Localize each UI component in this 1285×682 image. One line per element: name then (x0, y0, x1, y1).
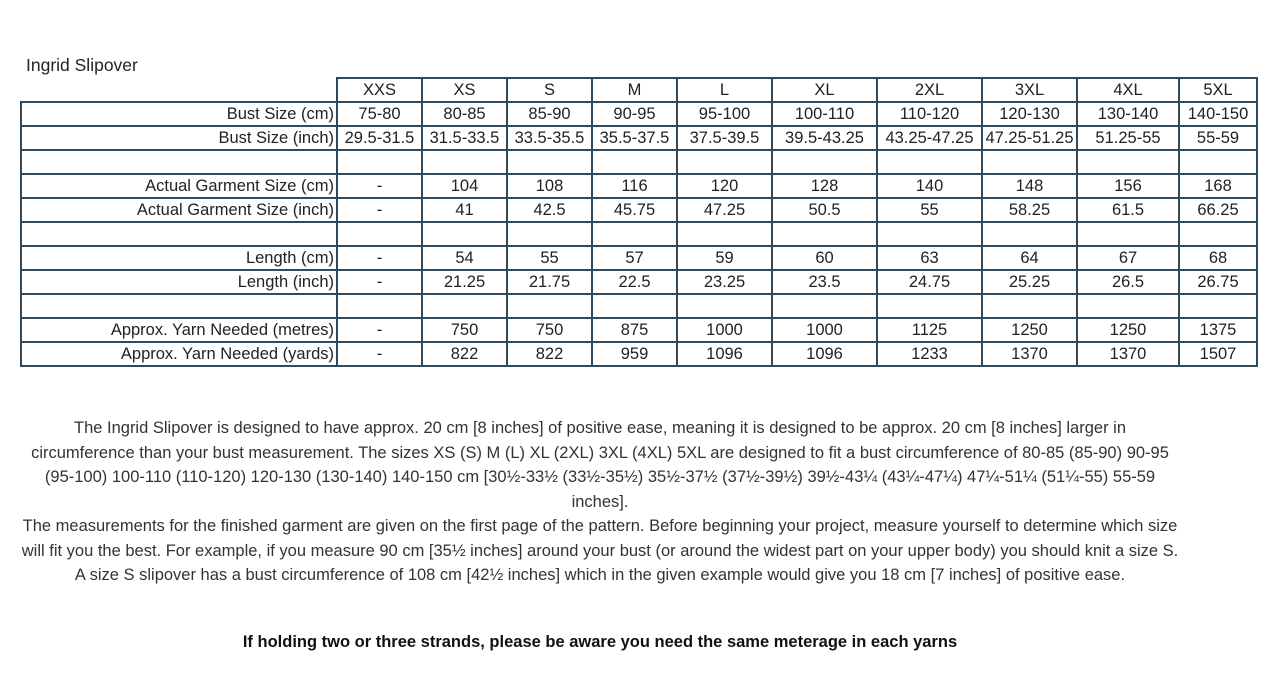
table-cell (592, 222, 677, 246)
table-row (21, 294, 1257, 318)
table-cell: 63 (877, 246, 982, 270)
table-cell: 750 (507, 318, 592, 342)
table-cell: 45.75 (592, 198, 677, 222)
page-title: Ingrid Slipover (26, 55, 138, 75)
ease-paragraph: The Ingrid Slipover is designed to have approx. 20 cm [8 inches] of positive ease, meaning it is designed to be approx. 20 cm [8 inches] larger in circumference than your bust measurement. The sizes XS (S) M (L) XL (2XL) 3XL (4XL) 5XL are designed to fit a bust circumference of 80-85 (85-90) 90-95 (95-100) 100-110 (110-120) 120-130 (130-140) 140-150 cm [30½-33½ (33½-35½) 35½-37½ (37½-39½) 39½-43¼ (43¼-47¼) 47¼-51¼ (51¼-55) 55-59 inches]. (31, 419, 1169, 511)
table-row (21, 246, 1257, 270)
table-cell (982, 150, 1077, 174)
table-cell: 54 (422, 246, 507, 270)
table-cell: 51.25-55 (1077, 126, 1179, 150)
table-cell: 1375 (1179, 318, 1257, 342)
table-cell (422, 150, 507, 174)
table-cell: 35.5-37.5 (592, 126, 677, 150)
size-header-cell: XS (422, 78, 507, 102)
table-cell: 37.5-39.5 (677, 126, 772, 150)
table-cell: 1000 (677, 318, 772, 342)
row-label: Approx. Yarn Needed (yards) (21, 342, 337, 366)
size-header-row (21, 78, 1257, 102)
table-row (21, 174, 1257, 198)
table-cell (677, 294, 772, 318)
size-header-cell: S (507, 78, 592, 102)
table-cell (592, 150, 677, 174)
table-row (21, 102, 1257, 126)
table-cell: 168 (1179, 174, 1257, 198)
table-cell: 120-130 (982, 102, 1077, 126)
table-cell: 75-80 (337, 102, 422, 126)
table-cell (1179, 222, 1257, 246)
row-label: Length (inch) (21, 270, 337, 294)
table-row (21, 150, 1257, 174)
table-cell: 100-110 (772, 102, 877, 126)
table-cell: 57 (592, 246, 677, 270)
table-row (21, 126, 1257, 150)
table-cell: 148 (982, 174, 1077, 198)
size-header-cell: XL (772, 78, 877, 102)
table-row (21, 342, 1257, 366)
table-cell: 43.25-47.25 (877, 126, 982, 150)
table-cell: 33.5-35.5 (507, 126, 592, 150)
size-header-cell: L (677, 78, 772, 102)
table-cell: 25.25 (982, 270, 1077, 294)
table-cell (677, 222, 772, 246)
table-cell: 1096 (772, 342, 877, 366)
table-row (21, 270, 1257, 294)
table-cell: 47.25 (677, 198, 772, 222)
table-cell: 31.5-33.5 (422, 126, 507, 150)
table-cell: 68 (1179, 246, 1257, 270)
table-cell: 1250 (1077, 318, 1179, 342)
table-cell (877, 150, 982, 174)
table-cell (507, 150, 592, 174)
table-cell: 156 (1077, 174, 1179, 198)
table-cell: 108 (507, 174, 592, 198)
table-cell: 822 (422, 342, 507, 366)
size-header-cell: 4XL (1077, 78, 1179, 102)
row-label: Bust Size (cm) (21, 102, 337, 126)
table-cell (422, 294, 507, 318)
table-row (21, 198, 1257, 222)
table-cell: 1250 (982, 318, 1077, 342)
size-header-cell: M (592, 78, 677, 102)
row-label: Bust Size (inch) (21, 126, 337, 150)
table-cell: 22.5 (592, 270, 677, 294)
row-label (21, 150, 337, 174)
row-label: Actual Garment Size (inch) (21, 198, 337, 222)
table-cell: 959 (592, 342, 677, 366)
row-label: Approx. Yarn Needed (metres) (21, 318, 337, 342)
table-cell (507, 294, 592, 318)
table-row (21, 222, 1257, 246)
table-cell: 116 (592, 174, 677, 198)
row-label (21, 294, 337, 318)
table-cell (337, 222, 422, 246)
table-cell: 1125 (877, 318, 982, 342)
table-cell: 120 (677, 174, 772, 198)
table-cell: 875 (592, 318, 677, 342)
table-cell (877, 294, 982, 318)
table-cell (1077, 150, 1179, 174)
table-cell: 1096 (677, 342, 772, 366)
measurement-paragraph: The measurements for the finished garment are given on the first page of the pattern. Before beginning your project, measure yourself to determine which size will fit you the best. For example, if you measure 90 cm [35½ inches] around your bust (or around the widest part on your upper body) you should knit a size S. A size S slipover has a bust circumference of 108 cm [42½ inches] which in the given example would give you 18 cm [7 inches] of positive ease. (21, 517, 1179, 584)
table-cell: 1507 (1179, 342, 1257, 366)
size-header-cell: 5XL (1179, 78, 1257, 102)
table-cell: 104 (422, 174, 507, 198)
table-cell (772, 294, 877, 318)
table-cell: 26.5 (1077, 270, 1179, 294)
table-cell: 59 (677, 246, 772, 270)
table-cell: - (337, 342, 422, 366)
table-cell: 1000 (772, 318, 877, 342)
table-cell (1179, 150, 1257, 174)
row-label: Length (cm) (21, 246, 337, 270)
table-cell: 110-120 (877, 102, 982, 126)
table-cell: 42.5 (507, 198, 592, 222)
table-cell (772, 222, 877, 246)
yarn-warning: If holding two or three strands, please be aware you need the same meterage in each yarns (242, 633, 958, 651)
table-cell: 60 (772, 246, 877, 270)
table-cell: 26.75 (1179, 270, 1257, 294)
table-row (21, 318, 1257, 342)
table-cell: 90-95 (592, 102, 677, 126)
table-cell: 140-150 (1179, 102, 1257, 126)
table-cell: 1370 (1077, 342, 1179, 366)
size-header-cell: 3XL (982, 78, 1077, 102)
table-cell: 66.25 (1179, 198, 1257, 222)
table-cell (337, 294, 422, 318)
header-blank-cell (21, 78, 337, 102)
table-cell: 140 (877, 174, 982, 198)
table-cell (1077, 222, 1179, 246)
table-cell (1077, 294, 1179, 318)
table-cell: 50.5 (772, 198, 877, 222)
table-cell (982, 222, 1077, 246)
table-cell: - (337, 318, 422, 342)
size-header-cell: 2XL (877, 78, 982, 102)
table-cell (677, 150, 772, 174)
table-cell: 95-100 (677, 102, 772, 126)
table-cell: 23.25 (677, 270, 772, 294)
table-cell: 61.5 (1077, 198, 1179, 222)
table-cell (422, 222, 507, 246)
table-cell (507, 222, 592, 246)
table-cell: - (337, 246, 422, 270)
table-cell (982, 294, 1077, 318)
table-cell: 64 (982, 246, 1077, 270)
table-cell: 822 (507, 342, 592, 366)
table-cell: 58.25 (982, 198, 1077, 222)
table-cell: - (337, 270, 422, 294)
table-cell: 21.25 (422, 270, 507, 294)
row-label (21, 222, 337, 246)
table-cell: 67 (1077, 246, 1179, 270)
size-notes (20, 416, 1180, 588)
table-cell (772, 150, 877, 174)
table-cell: - (337, 174, 422, 198)
table-cell: 55 (877, 198, 982, 222)
table-cell: 85-90 (507, 102, 592, 126)
table-cell: 128 (772, 174, 877, 198)
table-cell: 80-85 (422, 102, 507, 126)
table-cell: 29.5-31.5 (337, 126, 422, 150)
table-cell: 47.25-51.25 (982, 126, 1077, 150)
size-chart-table (20, 77, 1258, 367)
table-cell: 55 (507, 246, 592, 270)
table-cell: 41 (422, 198, 507, 222)
table-cell: - (337, 198, 422, 222)
table-cell: 21.75 (507, 270, 592, 294)
table-cell (877, 222, 982, 246)
table-cell: 23.5 (772, 270, 877, 294)
table-cell (337, 150, 422, 174)
size-header-cell: XXS (337, 78, 422, 102)
table-cell: 1233 (877, 342, 982, 366)
row-label: Actual Garment Size (cm) (21, 174, 337, 198)
table-cell: 24.75 (877, 270, 982, 294)
table-cell: 55-59 (1179, 126, 1257, 150)
table-cell: 750 (422, 318, 507, 342)
table-cell (592, 294, 677, 318)
table-cell: 130-140 (1077, 102, 1179, 126)
table-cell: 39.5-43.25 (772, 126, 877, 150)
table-cell: 1370 (982, 342, 1077, 366)
table-cell (1179, 294, 1257, 318)
